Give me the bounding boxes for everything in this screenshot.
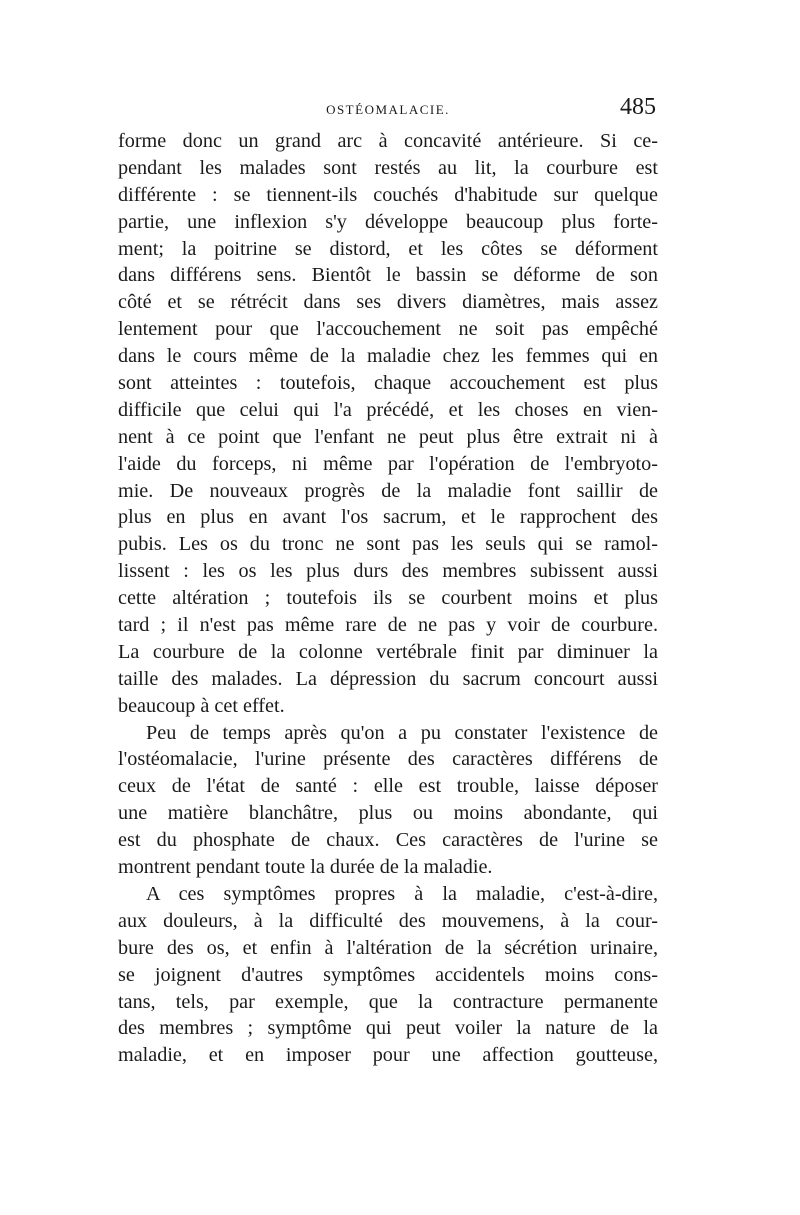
text-line: lentement pour que l'accouchement ne soit pas empêché [118,318,658,341]
text-line: l'aide du forceps, ni même par l'opération de l'embryoto- [118,452,658,475]
text-line: bure des os, et enfin à l'altération de la sécrétion urinaire, [118,936,658,959]
text-line: pendant les malades sont restés au lit, la courbure est [118,156,658,179]
text-line: est du phosphate de chaux. Ces caractères de l'urine se [118,829,658,852]
page-number: 485 [620,94,656,120]
text-line: Peu de temps après qu'on a pu constater l'existence de [146,721,658,744]
text-line: aux douleurs, à la difficulté des mouvemens, à la cour- [118,909,658,932]
text-line: cette altération ; toutefois ils se courbent moins et plus [118,587,658,610]
paragraph [118,128,658,720]
text-line: l'ostéomalacie, l'urine présente des caractères différens de [118,748,658,771]
text-line: maladie, et en imposer pour une affection goutteuse, [118,1044,658,1067]
text-line: ment; la poitrine se distord, et les côtes se déforment [118,237,658,260]
text-line: montrent pendant toute la durée de la maladie. [118,856,493,879]
text-line: dans le cours même de la maladie chez les femmes qui en [118,345,658,368]
text-line: différente : se tiennent-ils couchés d'habitude sur quelque [118,183,658,206]
text-line: côté et se rétrécit dans ses divers diamètres, mais assez [118,291,658,314]
text-line: tard ; il n'est pas même rare de ne pas y voir de courbure. [118,614,658,637]
text-line: nent à ce point que l'enfant ne peut plus être extrait ni à [118,425,658,448]
running-title: OSTÉOMALACIE. [326,102,450,117]
text-line: forme donc un grand arc à concavité antérieure. Si ce- [118,130,658,152]
text-line: plus en plus en avant l'os sacrum, et le rapprochent des [118,506,658,529]
text-line: pubis. Les os du tronc ne sont pas les seuls qui se ramol- [118,533,658,556]
text-line: partie, une inflexion s'y développe beaucoup plus forte- [118,210,658,233]
paragraph [118,720,658,881]
text-line: des membres ; symptôme qui peut voiler la nature de la [118,1017,658,1040]
text-line: une matière blanchâtre, plus ou moins abondante, qui [118,802,658,825]
text-line: se joignent d'autres symptômes accidentels moins cons- [118,963,658,986]
text-line: beaucoup à cet effet. [118,694,285,717]
text-line: difficile que celui qui l'a précédé, et les choses en vien- [118,398,658,421]
text-line: A ces symptômes propres à la maladie, c'est-à-dire, [146,882,658,905]
text-line: taille des malades. La dépression du sacrum concourt aussi [118,667,658,690]
text-line: mie. De nouveaux progrès de la maladie font saillir de [118,479,658,502]
text-line: tans, tels, par exemple, que la contracture permanente [118,990,658,1013]
text-line: La courbure de la colonne vertébrale finit par diminuer la [118,640,658,663]
text-line: sont atteintes : toutefois, chaque accouchement est plus [118,372,658,395]
running-head [118,94,658,124]
text-line: dans différens sens. Bientôt le bassin se déforme de son [118,264,658,287]
paragraph [118,881,658,1069]
text-line: ceux de l'état de santé : elle est trouble, laisse déposer [118,775,658,798]
body-text [118,128,658,1069]
text-line: lissent : les os les plus durs des membres subissent aussi [118,560,658,583]
